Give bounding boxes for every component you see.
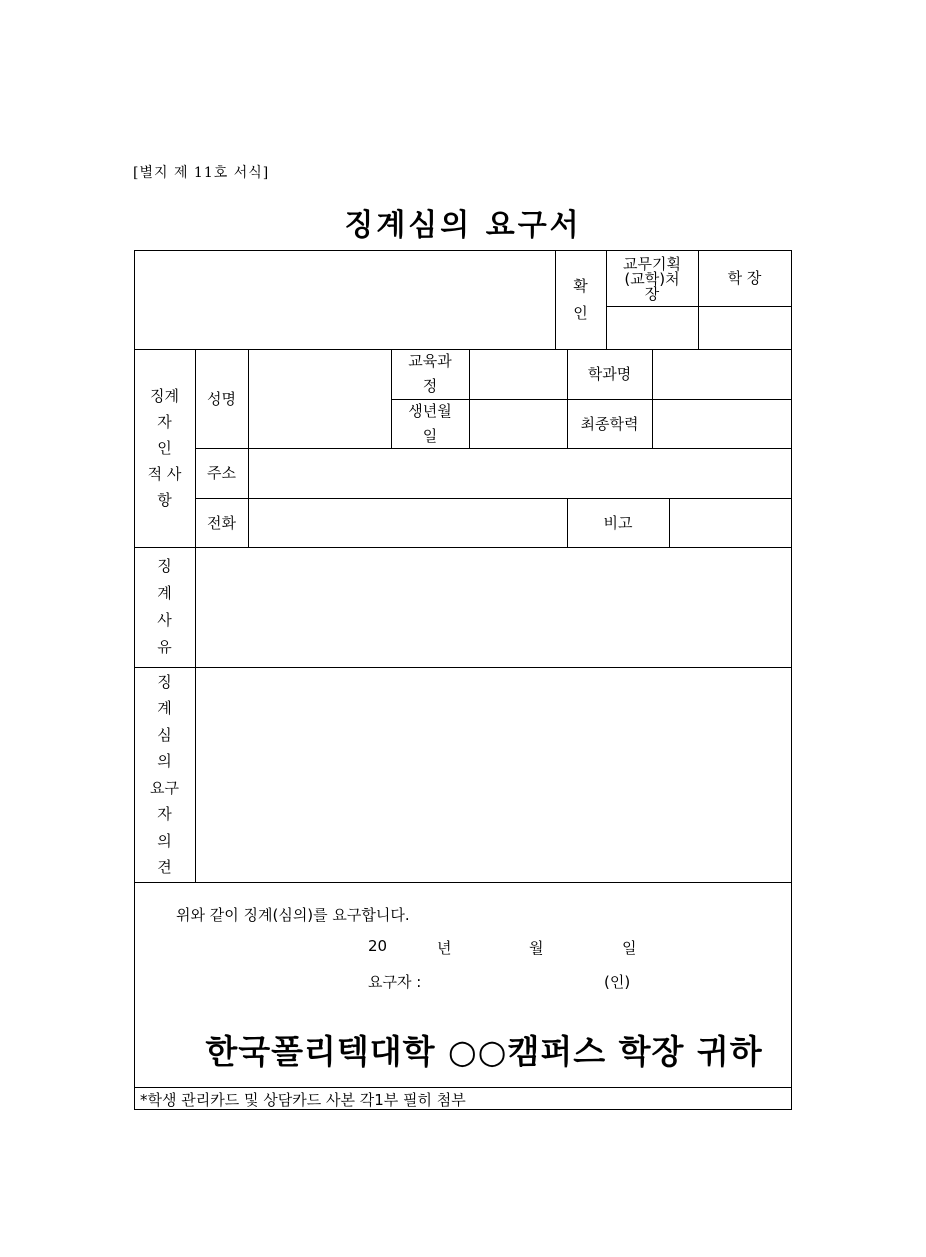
- day-label: 일: [622, 939, 637, 957]
- address-label: 주소: [207, 464, 236, 482]
- dean-approval-label: 교무기획 (교학)처 장: [623, 254, 681, 303]
- reason-field[interactable]: [196, 548, 790, 666]
- course-label: 교육과 정: [408, 352, 452, 395]
- year-prefix: 20: [368, 937, 388, 955]
- requester-label: 요구자 :: [368, 973, 422, 991]
- person-section-heading: 징계 자 인 적 사 항: [147, 387, 182, 509]
- name-field[interactable]: [249, 350, 390, 447]
- opinion-field[interactable]: [196, 668, 790, 881]
- addressee: 한국폴리텍대학 ○○캠퍼스 학장 귀하: [205, 1032, 763, 1071]
- department-field[interactable]: [653, 350, 790, 398]
- education-field[interactable]: [653, 400, 790, 447]
- president-signature-box[interactable]: [699, 307, 790, 348]
- request-statement: 위와 같이 징계(심의)를 요구합니다.: [176, 906, 410, 924]
- address-field[interactable]: [249, 449, 790, 497]
- birthdate-field[interactable]: [470, 400, 566, 447]
- dean-signature-box[interactable]: [607, 307, 697, 348]
- year-label: 년: [437, 939, 452, 957]
- name-label: 성명: [207, 389, 236, 408]
- remark-field[interactable]: [670, 499, 790, 546]
- seal-label: (인): [604, 973, 631, 991]
- course-field[interactable]: [470, 350, 566, 398]
- education-label: 최종학력: [580, 414, 639, 433]
- birthdate-label: 생년월 일: [408, 401, 452, 445]
- reason-heading: 징 계 사 유: [157, 557, 172, 656]
- department-label: 학과명: [587, 365, 632, 383]
- confirm-label: 확 인: [573, 276, 588, 322]
- document-title: 징계심의 요구서: [344, 208, 582, 243]
- month-label: 월: [529, 939, 544, 957]
- opinion-heading: 징 계 심 의 요구 자 의 견: [150, 672, 179, 876]
- remark-label: 비고: [603, 513, 633, 532]
- footnote: *학생 관리카드 및 상담카드 사본 각1부 필히 첨부: [140, 1091, 466, 1109]
- phone-field[interactable]: [249, 499, 566, 546]
- form-number-label: [별지 제 11호 서식]: [133, 165, 270, 181]
- approval-blank-area: [135, 251, 554, 348]
- phone-label: 전화: [207, 513, 236, 532]
- president-approval-label: 학 장: [727, 269, 762, 287]
